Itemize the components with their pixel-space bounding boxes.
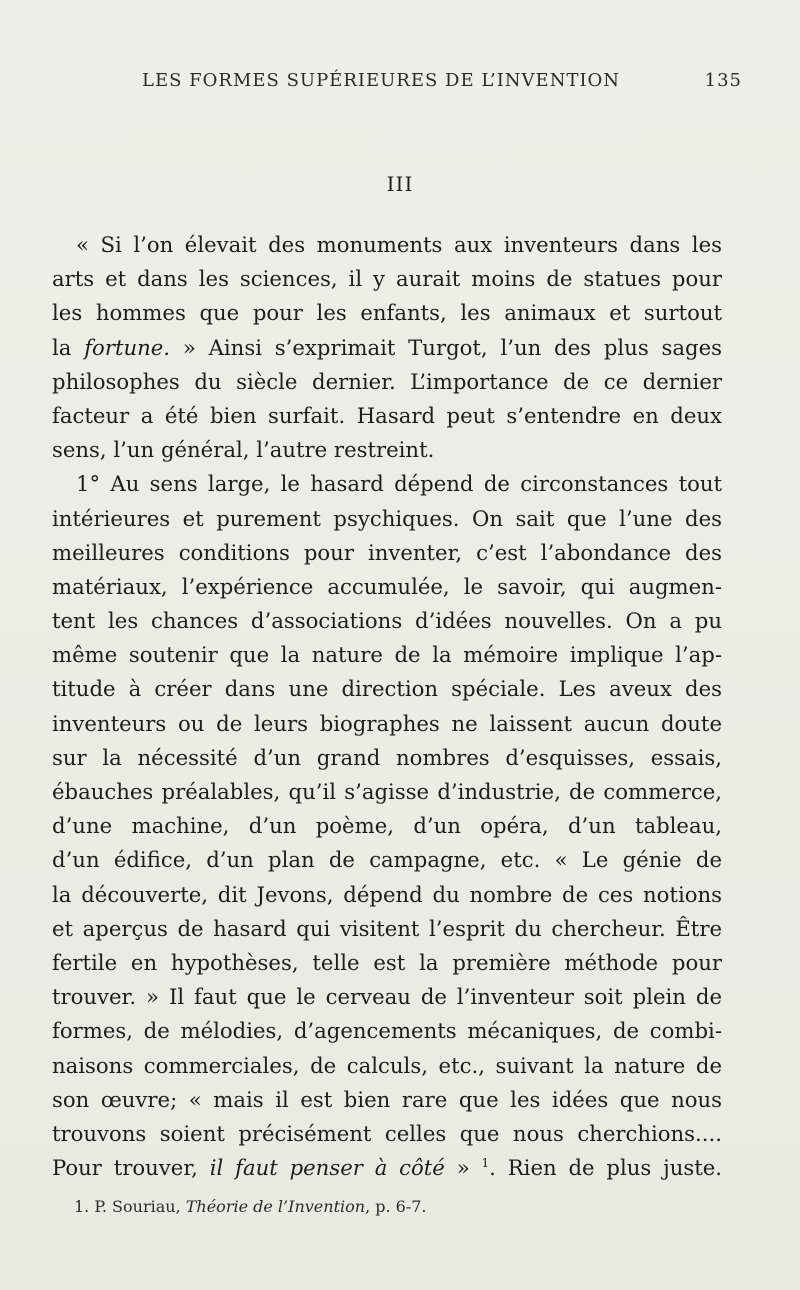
section-number: III — [386, 172, 414, 196]
text-line: sur la nécessité d’un grand nombres d’esquisses, essais, — [52, 744, 722, 770]
text-line: d’un édifice, d’un plan de campagne, etc. « Le génie de — [52, 847, 722, 873]
text-line: trouver. » Il faut que le cerveau de l’inventeur soit plein de — [52, 984, 722, 1010]
text-line: meilleures conditions pour inventer, c’est l’abondance des — [52, 539, 722, 565]
text-line: les hommes que pour les enfants, les animaux et surtout — [52, 300, 722, 326]
text-line — [52, 331, 722, 365]
text-line: titude à créer dans une direction spéciale. Les aveux des — [52, 676, 722, 702]
text-line: 1° Au sens large, le hasard dépend de circonstances tout — [76, 471, 722, 497]
text-line: fertile en hypothèses, telle est la première méthode pour — [52, 949, 722, 975]
footnote-pages: , p. 6-7. — [365, 1197, 427, 1216]
text-line: sens, l’un général, l’autre restreint. — [52, 437, 435, 463]
text-line: naisons commerciales, de calculs, etc., suivant la nature de — [52, 1052, 722, 1078]
text-line: matériaux, l’expérience accumulée, le savoir, qui augmen- — [52, 573, 722, 599]
footnote-author: P. Souriau, — [94, 1197, 186, 1216]
text-segment: » Ainsi s’exprimait Turgot, l’un des plus sages — [170, 334, 722, 360]
text-line: d’une machine, d’un poème, d’un opéra, d’un tableau, — [52, 813, 722, 839]
text-line: et aperçus de hasard qui visitent l’esprit du chercheur. Être — [52, 915, 722, 941]
text-line: facteur a été bien surfait. Hasard peut s’entendre en deux — [52, 402, 722, 428]
text-line: tent les chances d’associations d’idées nouvelles. On a pu — [52, 608, 722, 634]
text-line: formes, de mélodies, d’agencements mécaniques, de combi- — [52, 1018, 722, 1044]
text-segment: la — [52, 334, 85, 360]
text-segment: Pour trouver, — [52, 1155, 210, 1181]
text-segment: . Rien de plus juste. — [489, 1155, 723, 1181]
text-line: même soutenir que la nature de la mémoire implique l’ap- — [52, 642, 722, 668]
text-line: trouvons soient précisément celles que nous cherchions.... — [52, 1120, 722, 1146]
text-line: son œuvre; « mais il est bien rare que les idées que nous — [52, 1086, 722, 1112]
italic-phrase: il faut penser à côté — [209, 1155, 445, 1181]
footnote-marker: 1. — [74, 1197, 95, 1216]
text-line: philosophes du siècle dernier. L’importance de ce dernier — [52, 368, 722, 394]
italic-word: fortune. — [84, 334, 171, 360]
footnote-reference: 1 — [481, 1156, 490, 1170]
page-number: 135 — [704, 70, 742, 91]
text-line: inventeurs ou de leurs biographes ne laissent aucun doute — [52, 710, 722, 736]
text-line — [52, 1151, 722, 1185]
text-line: « Si l’on élevait des monuments aux inventeurs dans les — [76, 232, 722, 257]
text-line: intérieures et purement psychiques. On sait que l’une des — [52, 505, 722, 531]
main-text — [52, 228, 722, 1185]
running-title: LES FORMES SUPÉRIEURES DE L’INVENTION — [142, 70, 621, 91]
text-line: ébauches préalables, qu’il s’agisse d’industrie, de commerce, — [52, 779, 722, 804]
text-segment: » — [444, 1155, 482, 1181]
text-line: la découverte, dit Jevons, dépend du nombre de ces notions — [52, 881, 722, 907]
footnote-title: Théorie de l’Invention — [185, 1197, 366, 1216]
footnote — [74, 1196, 734, 1218]
text-line: arts et dans les sciences, il y aurait moins de statues pour — [52, 266, 722, 292]
running-header — [142, 70, 742, 98]
